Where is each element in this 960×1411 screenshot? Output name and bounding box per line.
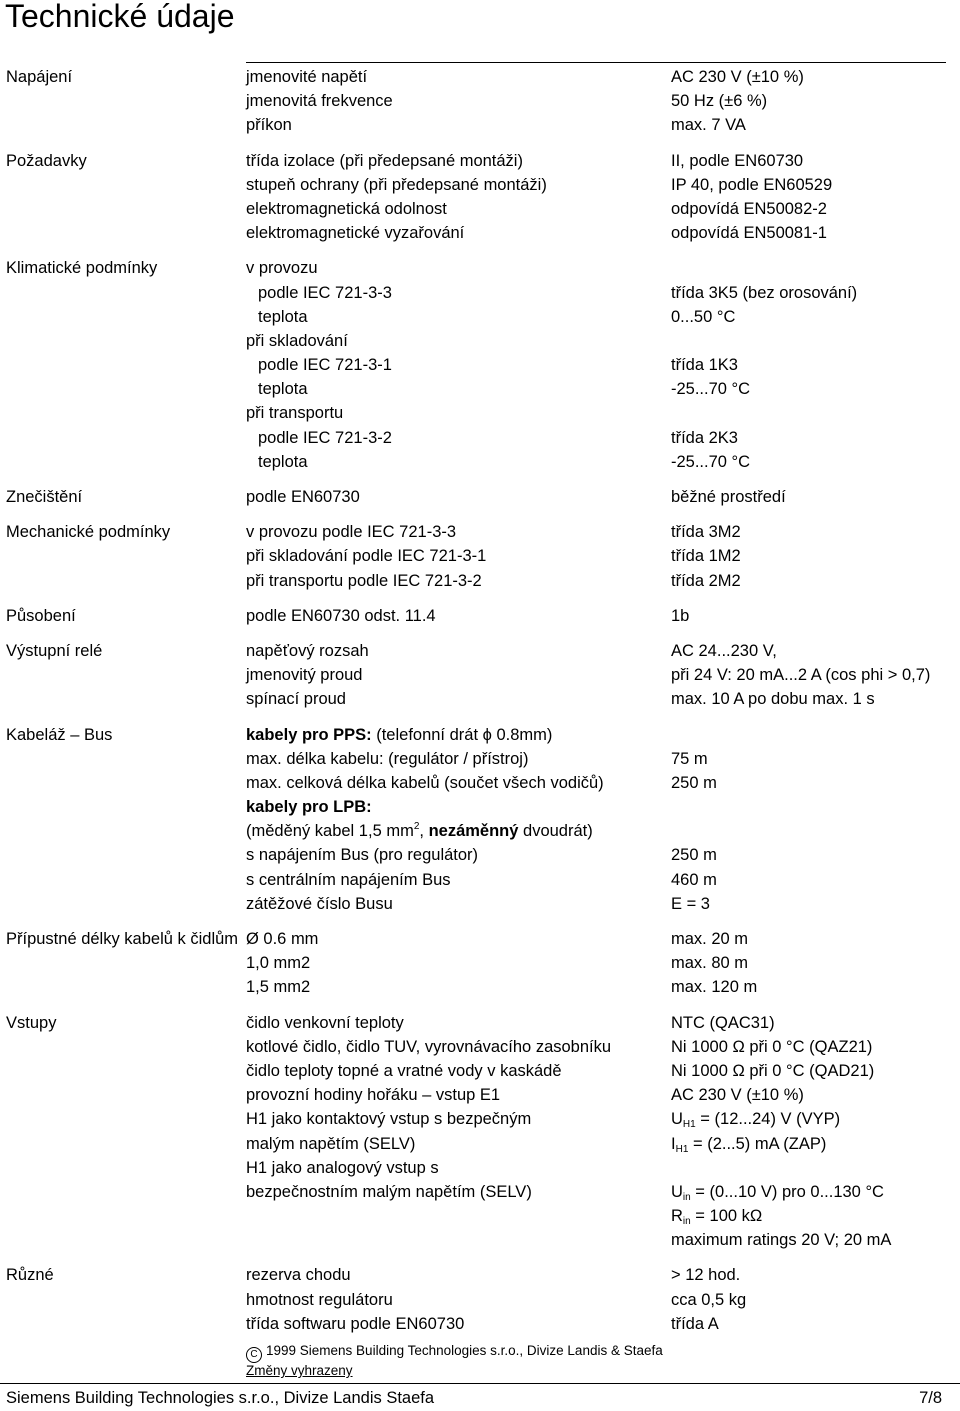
spec-section xyxy=(0,149,960,246)
spec-value xyxy=(671,1132,960,1156)
spec-value-text: = (12...24) V (VYP) xyxy=(695,1110,841,1129)
spec-parameter-text: při transportu podle IEC 721-3-2 xyxy=(246,571,482,590)
header-divider xyxy=(246,62,946,63)
spec-parameter xyxy=(246,65,671,89)
spec-value-text: AC 24...230 V, xyxy=(671,641,777,660)
subscript: H1 xyxy=(682,1119,696,1131)
category-spacer xyxy=(0,1312,246,1336)
category-spacer xyxy=(0,377,246,401)
page-number: 7/8 xyxy=(919,1389,942,1407)
spec-parameter-text: max. délka kabelu: (regulátor / přístroj) xyxy=(246,749,529,768)
category-spacer xyxy=(0,975,246,999)
spec-parameter xyxy=(246,1011,671,1035)
category-spacer xyxy=(0,1083,246,1107)
spec-value xyxy=(671,1107,960,1131)
spec-parameter xyxy=(246,520,671,544)
spec-value xyxy=(671,329,960,353)
spec-parameter-text: v provozu podle IEC 721-3-3 xyxy=(246,523,457,542)
spec-parameter xyxy=(246,485,671,509)
spec-value xyxy=(671,1312,960,1336)
spec-parameter xyxy=(246,256,671,280)
spec-parameter-text: v provozu xyxy=(246,259,318,278)
subscript: in xyxy=(682,1191,691,1203)
spec-value-text: = 100 kΩ xyxy=(690,1207,763,1226)
category-spacer xyxy=(0,1180,246,1204)
spec-value xyxy=(671,401,960,425)
spec-parameter-text: při skladování podle IEC 721-3-1 xyxy=(246,547,487,566)
spec-parameter-bold: nezáměnný xyxy=(428,822,519,841)
spec-parameter xyxy=(246,89,671,113)
spec-value xyxy=(671,1011,960,1035)
category-spacer xyxy=(0,401,246,425)
spec-parameter-text: stupeň ochrany (při předepsané montáži) xyxy=(246,175,547,194)
section-category: Mechanické podmínky xyxy=(6,523,171,542)
section-category: Znečištění xyxy=(6,488,83,506)
spec-parameter xyxy=(246,747,671,771)
spec-value xyxy=(671,377,960,401)
spec-value xyxy=(671,149,960,173)
category-spacer xyxy=(0,1288,246,1312)
spec-section xyxy=(0,65,960,138)
spec-value-text: max. 7 VA xyxy=(671,116,746,135)
spec-parameter xyxy=(246,951,671,975)
spec-value xyxy=(671,604,960,628)
spec-parameter xyxy=(246,569,671,593)
category-spacer xyxy=(0,771,246,795)
spec-value-text: R xyxy=(671,1207,683,1226)
section-category: Různé xyxy=(6,1266,54,1285)
category-spacer xyxy=(0,819,246,843)
subscript: in xyxy=(682,1216,691,1228)
spec-parameter-text: , xyxy=(419,822,429,841)
spec-value-text: odpovídá EN50081-1 xyxy=(671,224,827,243)
category-spacer xyxy=(0,747,246,771)
spec-value-text: 0...50 °C xyxy=(671,307,736,326)
spec-value-text: IP 40, podle EN60529 xyxy=(671,175,833,194)
spec-parameter-text: teplota xyxy=(258,452,308,471)
category-spacer xyxy=(0,663,246,687)
spec-value xyxy=(671,1083,960,1107)
spec-value-text: třída A xyxy=(671,1314,719,1333)
spec-parameter-text: jmenovitá frekvence xyxy=(246,92,393,111)
spec-parameter-text: při transportu xyxy=(246,404,344,423)
spec-parameter xyxy=(246,1035,671,1059)
spec-parameter-text: podle EN60730 odst. 11.4 xyxy=(246,606,436,625)
spec-parameter-bold: kabely pro LPB: xyxy=(246,798,372,817)
spec-parameter xyxy=(246,305,671,329)
section-category: Výstupní relé xyxy=(6,641,103,660)
spec-parameter xyxy=(246,723,671,747)
spec-value xyxy=(671,450,960,474)
spec-parameter xyxy=(246,197,671,221)
spec-value-text: U xyxy=(671,1182,683,1201)
spec-value-text: třída 3K5 (bez orosování) xyxy=(671,283,858,302)
spec-parameter-text: třída softwaru podle EN60730 xyxy=(246,1314,465,1333)
spec-value xyxy=(671,1156,960,1180)
spec-parameter xyxy=(246,401,671,425)
spec-parameter xyxy=(246,892,671,916)
spec-value xyxy=(671,639,960,663)
section-category: Přípustné délky kabelů k čidlům xyxy=(6,930,239,948)
spec-section xyxy=(0,604,960,628)
spec-value xyxy=(671,723,960,747)
spec-parameter-text: teplota xyxy=(258,307,308,326)
spec-value-text: max. 10 A po dobu max. 1 s xyxy=(671,690,875,709)
spec-value xyxy=(671,197,960,221)
spec-value-text: 75 m xyxy=(671,749,708,768)
spec-parameter-text: podle IEC 721-3-2 xyxy=(258,428,392,447)
section-category: Požadavky xyxy=(6,151,87,170)
spec-value xyxy=(671,663,960,687)
section-category: Klimatické podmínky xyxy=(6,259,158,278)
copyright-icon: C xyxy=(246,1347,262,1363)
spec-section xyxy=(0,256,960,474)
spec-parameter-text: s centrálním napájením Bus xyxy=(246,870,451,889)
spec-parameter-text: čidlo venkovní teploty xyxy=(246,1013,404,1032)
spec-parameter-text: bezpečnostním malým napětím (SELV) xyxy=(246,1182,532,1201)
spec-section xyxy=(0,520,960,593)
spec-value-text: třída 2M2 xyxy=(671,571,741,590)
spec-parameter xyxy=(246,771,671,795)
spec-parameter-text: provozní hodiny hořáku – vstup E1 xyxy=(246,1086,501,1105)
category-spacer xyxy=(0,450,246,474)
spec-parameter-text: H1 jako kontaktový vstup s bezpečným xyxy=(246,1110,532,1129)
spec-section xyxy=(0,723,960,917)
spec-parameter-text: napěťový rozsah xyxy=(246,641,369,660)
spec-value-text: -25...70 °C xyxy=(671,452,751,471)
spec-value xyxy=(671,1059,960,1083)
category-spacer xyxy=(0,795,246,819)
spec-parameter xyxy=(246,1132,671,1156)
spec-parameter xyxy=(246,927,671,951)
spec-parameter xyxy=(246,1312,671,1336)
spec-value-text: AC 230 V (±10 %) xyxy=(671,1086,804,1105)
spec-parameter xyxy=(246,173,671,197)
spec-value-text: I xyxy=(671,1134,676,1153)
spec-value xyxy=(671,520,960,544)
spec-value-text: II, podle EN60730 xyxy=(671,151,804,170)
category-spacer xyxy=(0,1204,246,1228)
spec-value-text: = (2...5) mA (ZAP) xyxy=(688,1134,827,1153)
spec-parameter-text: příkon xyxy=(246,116,292,135)
spec-value-text: max. 80 m xyxy=(671,954,749,973)
spec-parameter-text: spínací proud xyxy=(246,690,346,709)
spec-parameter-text: Ø 0.6 mm xyxy=(246,930,319,948)
spec-value-text: třída 1M2 xyxy=(671,547,741,566)
spec-value xyxy=(671,927,960,951)
spec-value-text: Ni 1000 Ω při 0 °C (QAZ21) xyxy=(671,1037,873,1056)
category-spacer xyxy=(0,569,246,593)
spec-value xyxy=(671,1288,960,1312)
section-category: Vstupy xyxy=(6,1013,57,1032)
spec-value-text: 250 m xyxy=(671,773,717,792)
spec-parameter-text: teplota xyxy=(258,380,308,399)
subscript: H1 xyxy=(675,1143,689,1155)
spec-parameter-text: podle IEC 721-3-3 xyxy=(258,283,392,302)
spec-parameter xyxy=(246,795,671,819)
spec-parameter xyxy=(246,1228,671,1252)
spec-parameter xyxy=(246,450,671,474)
spec-value-text: třída 3M2 xyxy=(671,523,741,542)
spec-value-text: > 12 hod. xyxy=(671,1266,741,1285)
superscript: 2 xyxy=(413,821,420,833)
spec-value xyxy=(671,305,960,329)
category-spacer xyxy=(0,544,246,568)
spec-parameter-text: hmotnost regulátoru xyxy=(246,1290,393,1309)
spec-value xyxy=(671,65,960,89)
spec-parameter xyxy=(246,377,671,401)
category-spacer xyxy=(0,687,246,711)
spec-parameter-text: s napájením Bus (pro regulátor) xyxy=(246,846,479,865)
spec-parameter xyxy=(246,281,671,305)
spec-value-text: odpovídá EN50082-2 xyxy=(671,199,827,218)
spec-value-text: maximum ratings 20 V; 20 mA xyxy=(671,1231,892,1250)
category-spacer xyxy=(0,113,246,137)
spec-value-text: E = 3 xyxy=(671,894,710,913)
spec-value-text: 50 Hz (±6 %) xyxy=(671,92,768,111)
spec-value-text: -25...70 °C xyxy=(671,380,751,399)
spec-value-text: = (0...10 V) pro 0...130 °C xyxy=(690,1182,884,1201)
spec-parameter-text: podle IEC 721-3-1 xyxy=(258,356,392,375)
spec-value-text: AC 230 V (±10 %) xyxy=(671,68,804,86)
spec-parameter-text: čidlo teploty topné a vratné vody v kaskádě xyxy=(246,1061,562,1080)
spec-value xyxy=(671,569,960,593)
category-spacer xyxy=(0,1228,246,1252)
spec-value xyxy=(671,426,960,450)
spec-parameter xyxy=(246,843,671,867)
spec-parameter-text: třída izolace (při předepsané montáži) xyxy=(246,151,523,170)
spec-parameter xyxy=(246,1204,671,1228)
spec-parameter xyxy=(246,1288,671,1312)
spec-value-text: Ni 1000 Ω při 0 °C (QAD21) xyxy=(671,1061,875,1080)
spec-value-text: 250 m xyxy=(671,846,717,865)
spec-value-text: max. 120 m xyxy=(671,978,758,997)
spec-value xyxy=(671,1180,960,1204)
spec-parameter xyxy=(246,544,671,568)
spec-value xyxy=(671,173,960,197)
spec-parameter-text: (telefonní drát ϕ 0.8mm) xyxy=(371,725,553,744)
category-spacer xyxy=(0,892,246,916)
spec-value-text: max. 20 m xyxy=(671,930,749,948)
spec-value xyxy=(671,843,960,867)
spec-value-text: 1b xyxy=(671,606,690,625)
spec-parameter-text: rezerva chodu xyxy=(246,1266,351,1285)
spec-section xyxy=(0,1011,960,1253)
category-spacer xyxy=(0,426,246,450)
spec-parameter xyxy=(246,687,671,711)
spec-section xyxy=(0,1263,960,1336)
spec-value xyxy=(671,113,960,137)
spec-value xyxy=(671,771,960,795)
spec-parameter xyxy=(246,868,671,892)
category-spacer xyxy=(0,353,246,377)
category-spacer xyxy=(0,197,246,221)
spec-parameter-text: elektromagnetická odolnost xyxy=(246,199,447,218)
spec-value xyxy=(671,747,960,771)
page-footer xyxy=(6,1387,942,1409)
spec-parameter xyxy=(246,1059,671,1083)
category-spacer xyxy=(0,281,246,305)
category-spacer xyxy=(0,305,246,329)
footer-company: Siemens Building Technologies s.r.o., Divize Landis Staefa xyxy=(6,1389,435,1407)
spec-value xyxy=(671,1263,960,1287)
spec-value xyxy=(671,1228,960,1252)
spec-parameter xyxy=(246,819,671,843)
category-spacer xyxy=(0,1132,246,1156)
spec-parameter xyxy=(246,353,671,377)
spec-parameter-text: při skladování xyxy=(246,331,348,350)
spec-value xyxy=(671,795,960,819)
spec-value xyxy=(671,1204,960,1228)
spec-value xyxy=(671,819,960,843)
changes-notice: Změny vyhrazeny xyxy=(246,1363,353,1378)
category-spacer xyxy=(0,89,246,113)
spec-parameter xyxy=(246,604,671,628)
spec-value xyxy=(671,281,960,305)
spec-value xyxy=(671,256,960,280)
spec-value xyxy=(671,975,960,999)
spec-section xyxy=(0,927,960,1000)
spec-value xyxy=(671,687,960,711)
category-spacer xyxy=(0,173,246,197)
spec-value-text: třída 2K3 xyxy=(671,428,738,447)
section-category: Působení xyxy=(6,606,76,625)
spec-value-text: běžné prostředí xyxy=(671,488,786,506)
spec-parameter-text: dvoudrát) xyxy=(518,822,593,841)
spec-parameter xyxy=(246,221,671,245)
category-spacer xyxy=(0,221,246,245)
spec-value xyxy=(671,868,960,892)
category-spacer xyxy=(0,329,246,353)
spec-value xyxy=(671,544,960,568)
spec-parameter xyxy=(246,975,671,999)
category-spacer xyxy=(0,951,246,975)
category-spacer xyxy=(0,1059,246,1083)
spec-value-text: třída 1K3 xyxy=(671,356,738,375)
spec-parameter-text: malým napětím (SELV) xyxy=(246,1134,416,1153)
copyright-text: 1999 Siemens Building Technologies s.r.o., Divize Landis & Staefa xyxy=(266,1343,663,1358)
spec-value-text: při 24 V: 20 mA...2 A (cos phi > 0,7) xyxy=(671,666,931,685)
category-spacer xyxy=(0,843,246,867)
category-spacer xyxy=(0,868,246,892)
spec-parameter-text: jmenovité napětí xyxy=(246,68,368,86)
spec-value xyxy=(671,1035,960,1059)
footer-divider xyxy=(0,1383,960,1384)
spec-parameter xyxy=(246,426,671,450)
copyright-block xyxy=(246,1342,663,1379)
spec-parameter-text: 1,0 mm2 xyxy=(246,954,311,973)
spec-value xyxy=(671,951,960,975)
spec-parameter xyxy=(246,113,671,137)
section-category: Kabeláž – Bus xyxy=(6,725,113,744)
spec-parameter xyxy=(246,149,671,173)
spec-parameter xyxy=(246,329,671,353)
spec-value xyxy=(671,892,960,916)
spec-value-text: NTC (QAC31) xyxy=(671,1013,775,1032)
section-category: Napájení xyxy=(6,68,73,86)
spec-parameter-text: 1,5 mm2 xyxy=(246,978,311,997)
spec-parameter xyxy=(246,1156,671,1180)
page-title: Technické údaje xyxy=(5,0,235,34)
spec-parameter-text: zátěžové číslo Busu xyxy=(246,894,393,913)
spec-section xyxy=(0,485,960,509)
spec-parameter-text: kotlové čidlo, čidlo TUV, vyrovnávacího zasobníku xyxy=(246,1037,612,1056)
spec-parameter xyxy=(246,663,671,687)
spec-value-text: 460 m xyxy=(671,870,717,889)
spec-value-text: U xyxy=(671,1110,683,1129)
spec-value xyxy=(671,89,960,113)
spec-parameter-text: (měděný kabel 1,5 mm xyxy=(246,822,414,841)
spec-parameter xyxy=(246,1107,671,1131)
category-spacer xyxy=(0,1156,246,1180)
spec-parameter xyxy=(246,1263,671,1287)
category-spacer xyxy=(0,1107,246,1131)
spec-parameter xyxy=(246,1083,671,1107)
spec-parameter-text: elektromagnetické vyzařování xyxy=(246,224,465,243)
spec-value xyxy=(671,353,960,377)
spec-parameter-text: max. celková délka kabelů (součet všech vodičů) xyxy=(246,773,604,792)
spec-parameter xyxy=(246,639,671,663)
spec-value xyxy=(671,221,960,245)
spec-parameter-text: H1 jako analogový vstup s xyxy=(246,1158,439,1177)
category-spacer xyxy=(0,1035,246,1059)
spec-value xyxy=(671,485,960,509)
spec-section xyxy=(0,639,960,712)
spec-parameter-text: podle EN60730 xyxy=(246,488,360,506)
spec-value-text: cca 0,5 kg xyxy=(671,1290,747,1309)
spec-parameter-text: jmenovitý proud xyxy=(246,666,363,685)
spec-table xyxy=(0,65,960,1347)
spec-parameter-bold: kabely pro PPS: xyxy=(246,725,372,744)
spec-parameter xyxy=(246,1180,671,1204)
